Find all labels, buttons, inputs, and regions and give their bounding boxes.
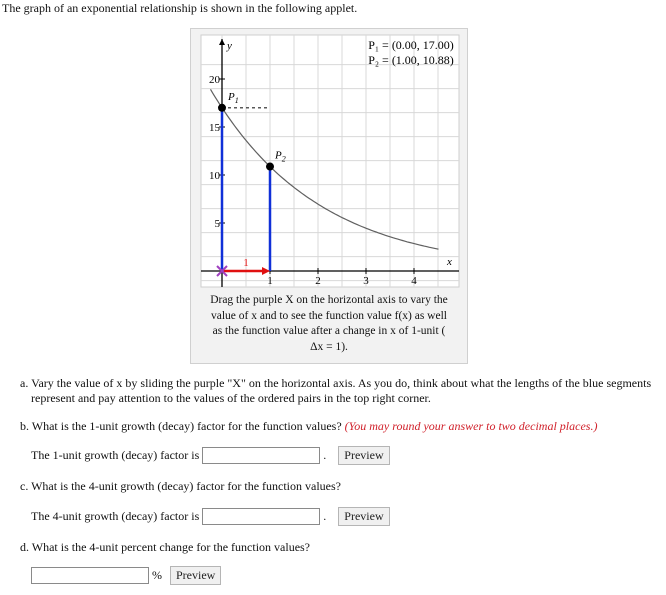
point-p2-label: $P_2$ (275, 149, 286, 164)
preview-button-d[interactable]: Preview (170, 566, 221, 585)
percent-sign: % (152, 568, 162, 582)
p2-readout: P₂ = (1.00, 10.88) (368, 53, 454, 67)
answer-d-input[interactable] (31, 567, 149, 584)
grid (201, 35, 459, 287)
y-tick-label: 10 (209, 170, 220, 182)
question-d: d. What is the 4-unit percent change for the function values? (20, 540, 311, 554)
y-tick-label: 20 (209, 74, 220, 86)
question-b: b. What is the 1-unit growth (decay) factor for the function values? (You may round your answer to two decimal places.) (20, 419, 598, 433)
preview-button-b[interactable]: Preview (338, 446, 389, 465)
graph-applet[interactable] (190, 28, 468, 364)
period: . (323, 448, 327, 462)
x-axis-label: x (447, 256, 452, 268)
answer-row-b (31, 446, 390, 465)
question-a: a. Vary the value of x by sliding the purple "X" on the horizontal axis. As you do, think about what the lengths of the blue segments represent and pay attention to the values of the ordered pairs in the top right corner. (20, 376, 652, 405)
answer-row-c (31, 507, 390, 526)
answer-b-label: The 1-unit growth (decay) factor is (31, 448, 200, 462)
point-p2[interactable] (266, 163, 274, 171)
preview-button-c[interactable]: Preview (338, 507, 389, 526)
point-p1 (218, 104, 226, 112)
y-tick-label: 5 (214, 218, 220, 230)
x-tick-label: 2 (315, 275, 321, 287)
answer-c-label: The 4-unit growth (decay) factor is (31, 509, 200, 523)
applet-caption: Drag the purple X on the horizontal axis to vary the value of x and to see the function value f(x) as well as the function value after a change in x of 1-unit ( Δx = 1). (210, 294, 448, 353)
intro-text: The graph of an exponential relationship is shown in the following applet. (2, 1, 358, 15)
p1-readout: P₁ = (0.00, 17.00) (368, 38, 454, 52)
point-p1-label: $P_1$ (228, 90, 239, 105)
x-tick-label: 1 (267, 275, 273, 287)
x-tick-label: 4 (411, 275, 417, 287)
delta-x-label: 1 (243, 257, 249, 269)
answer-row-d (31, 566, 221, 585)
y-axis-label: y (227, 40, 232, 52)
y-tick-label: 15 (209, 122, 220, 134)
rounding-hint: (You may round your answer to two decimal places.) (344, 419, 598, 433)
x-tick-label: 3 (363, 275, 369, 287)
answer-b-input[interactable] (202, 447, 320, 464)
answer-c-input[interactable] (202, 508, 320, 525)
question-c: c. What is the 4-unit growth (decay) factor for the function values? (20, 479, 341, 493)
period: . (323, 509, 327, 523)
graph-canvas[interactable] (191, 29, 467, 291)
